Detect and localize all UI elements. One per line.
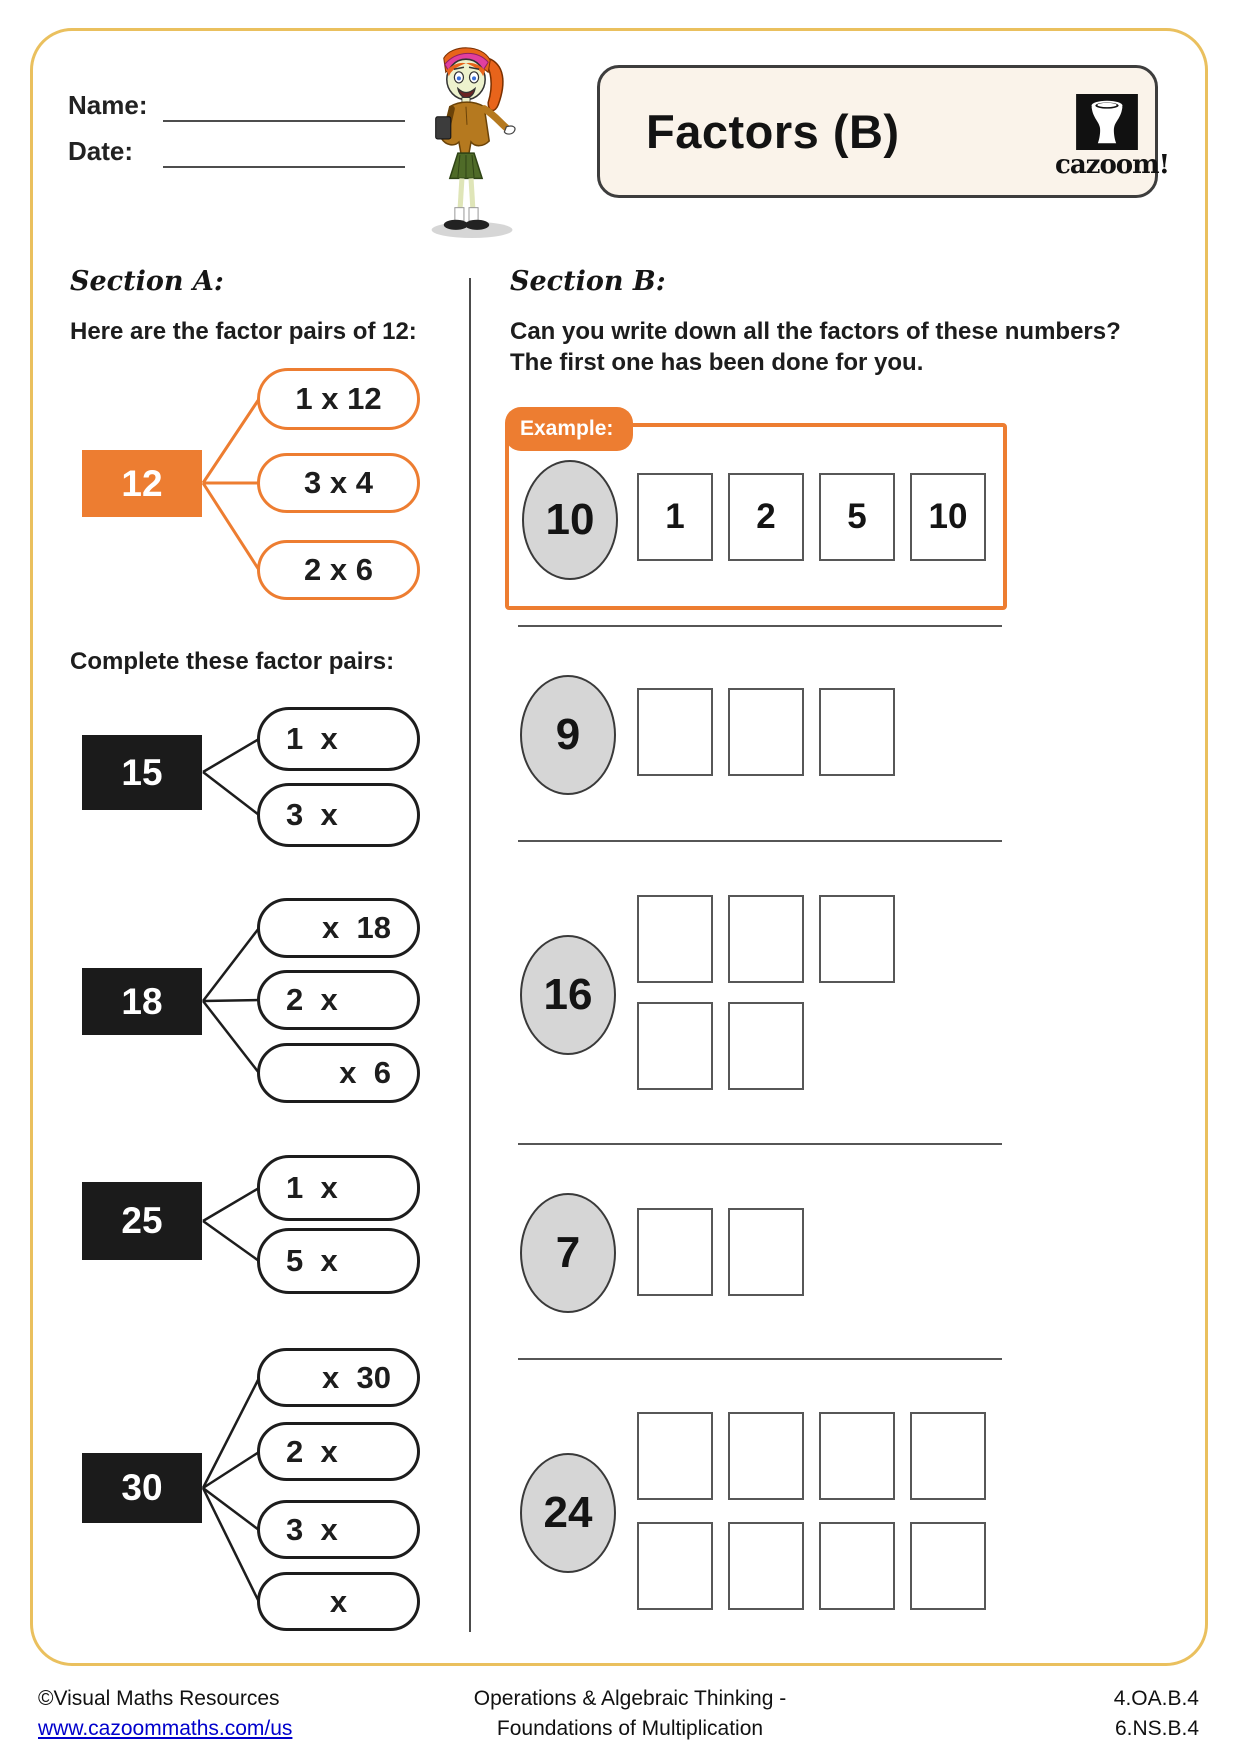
name-input-line[interactable] xyxy=(163,120,405,122)
answer-box[interactable] xyxy=(819,895,895,983)
number-circle-16: 16 xyxy=(520,935,616,1055)
answer-pill[interactable]: 3 x xyxy=(257,1500,420,1559)
row-separator xyxy=(518,840,1002,842)
answer-box[interactable] xyxy=(728,1412,804,1500)
factor-pair-pill: 1 x 12 xyxy=(257,368,420,430)
section-a-intro: Here are the factor pairs of 12: xyxy=(70,318,417,345)
factor-number-box-30: 30 xyxy=(82,1453,202,1523)
row-separator xyxy=(518,1358,1002,1360)
factor-number-box-18: 18 xyxy=(82,968,202,1035)
factor-value-box: 5 xyxy=(819,473,895,561)
answer-box[interactable] xyxy=(637,1412,713,1500)
page-title: Factors (B) xyxy=(646,105,900,158)
example-factor-row xyxy=(637,473,986,561)
answer-box[interactable] xyxy=(819,1412,895,1500)
answer-pill[interactable]: 5 x xyxy=(257,1228,420,1294)
answer-pill[interactable]: 2 x xyxy=(257,970,420,1030)
footer-topic xyxy=(400,1684,860,1744)
cazoom-logo xyxy=(1055,94,1170,180)
answer-row xyxy=(637,688,895,776)
answer-box[interactable] xyxy=(728,1208,804,1296)
answer-box[interactable] xyxy=(637,895,713,983)
factor-pair-pill: 3 x 4 xyxy=(257,453,420,513)
answer-pill[interactable]: 3 x xyxy=(257,783,420,847)
factor-value-box: 1 xyxy=(637,473,713,561)
topic-line1: Operations & Algebraic Thinking - xyxy=(473,1687,787,1710)
footer-credit xyxy=(38,1684,292,1744)
cazoom-logo-text: cazoom! xyxy=(1055,150,1170,180)
example-tab: Example: xyxy=(505,407,633,451)
answer-pill[interactable]: x xyxy=(257,1572,420,1631)
date-input-line[interactable] xyxy=(163,166,405,168)
answer-box[interactable] xyxy=(728,895,804,983)
factor-value-box: 2 xyxy=(728,473,804,561)
standard-code-2: 6.NS.B.4 xyxy=(1114,1717,1199,1740)
section-b-header: Section B: xyxy=(510,266,666,297)
answer-pill[interactable]: x 30 xyxy=(257,1348,420,1407)
answer-box[interactable] xyxy=(637,1522,713,1610)
answer-row xyxy=(637,1412,986,1500)
complete-pairs-heading: Complete these factor pairs: xyxy=(70,648,395,675)
title-box xyxy=(597,65,1170,198)
number-circle-24: 24 xyxy=(520,1453,616,1573)
name-label: Name: xyxy=(68,90,148,120)
answer-box[interactable] xyxy=(819,1522,895,1610)
answer-row xyxy=(637,895,895,983)
answer-box[interactable] xyxy=(637,688,713,776)
date-label: Date: xyxy=(68,136,134,166)
cazoom-logo-icon xyxy=(1076,94,1138,150)
answer-box[interactable] xyxy=(819,688,895,776)
answer-row xyxy=(637,1208,804,1296)
cazoom-website-link[interactable]: www.cazoommaths.com/us xyxy=(38,1717,293,1740)
topic-line2: Foundations of Multiplication xyxy=(496,1717,764,1740)
factor-number-box-25: 25 xyxy=(82,1182,202,1260)
answer-box[interactable] xyxy=(728,1522,804,1610)
answer-pill[interactable]: x 18 xyxy=(257,898,420,958)
answer-pill[interactable]: x 6 xyxy=(257,1043,420,1103)
footer-standards xyxy=(1114,1684,1199,1744)
answer-box[interactable] xyxy=(637,1208,713,1296)
section-a-header: Section A: xyxy=(70,266,224,297)
factor-pair-pill: 2 x 6 xyxy=(257,540,420,600)
standard-code-1: 4.OA.B.4 xyxy=(1113,1687,1199,1710)
answer-box[interactable] xyxy=(728,1002,804,1090)
answer-pill[interactable]: 1 x xyxy=(257,707,420,771)
number-circle-9: 9 xyxy=(520,675,616,795)
answer-box[interactable] xyxy=(910,1412,986,1500)
number-circle-10: 10 xyxy=(522,460,618,580)
row-separator xyxy=(518,625,1002,627)
factor-number-box-12: 12 xyxy=(82,450,202,517)
answer-box[interactable] xyxy=(637,1002,713,1090)
answer-pill[interactable]: 2 x xyxy=(257,1422,420,1481)
credit-text: ©Visual Maths Resources xyxy=(38,1687,280,1710)
answer-row xyxy=(637,1522,986,1610)
factor-value-box: 10 xyxy=(910,473,986,561)
factor-number-box-15: 15 xyxy=(82,735,202,810)
answer-pill[interactable]: 1 x xyxy=(257,1155,420,1221)
student-character-illustration xyxy=(413,40,525,242)
section-b-intro-line1: Can you write down all the factors of these numbers? xyxy=(510,318,1121,345)
number-circle-7: 7 xyxy=(520,1193,616,1313)
column-divider xyxy=(469,278,471,1632)
row-separator xyxy=(518,1143,1002,1145)
answer-box[interactable] xyxy=(910,1522,986,1610)
section-b-intro-line2: The first one has been done for you. xyxy=(510,349,924,376)
answer-row xyxy=(637,1002,804,1090)
answer-box[interactable] xyxy=(728,688,804,776)
